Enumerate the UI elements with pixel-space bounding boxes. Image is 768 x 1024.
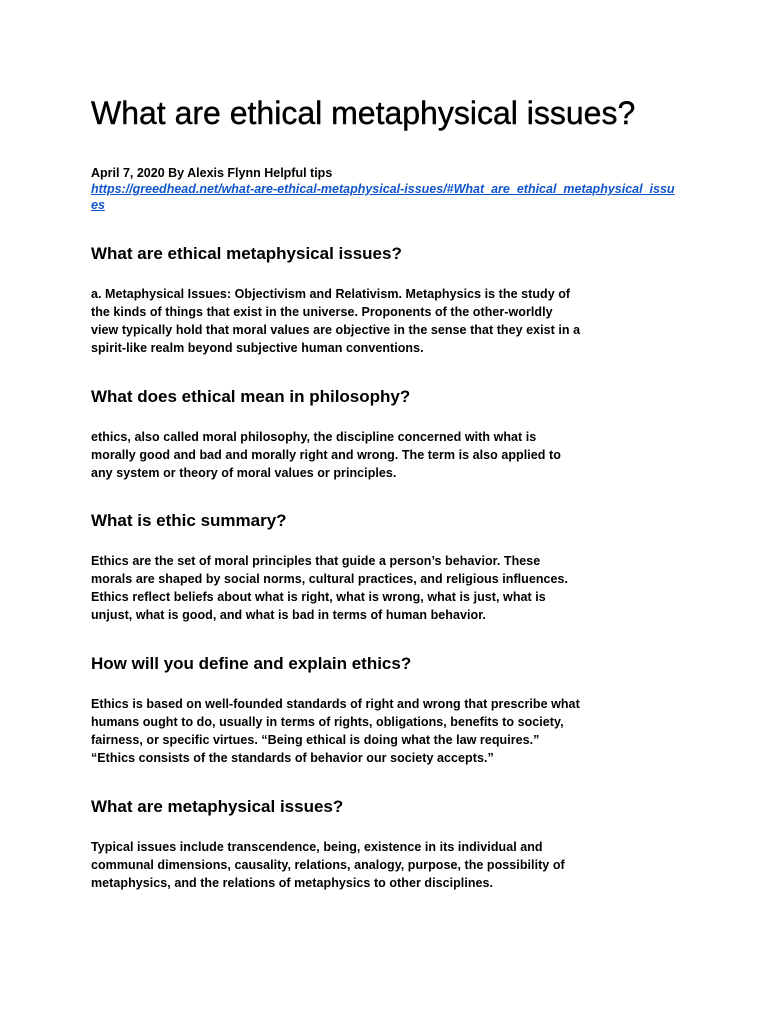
body-line: fairness, or specific virtues. “Being ethical is doing what the law requires.” (91, 733, 540, 747)
body-line: spirit-like realm beyond subjective human conventions. (91, 341, 424, 355)
section-heading: What does ethical mean in philosophy? (91, 387, 411, 406)
section-body (91, 838, 691, 892)
section-heading: What are ethical metaphysical issues? (91, 244, 402, 263)
section-ethic-summary (91, 510, 691, 624)
body-line: ethics, also called moral philosophy, the discipline concerned with what is (91, 430, 537, 444)
body-line: Ethics are the set of moral principles that guide a person’s behavior. These (91, 554, 541, 568)
body-line: “Ethics consists of the standards of behavior our society accepts.” (91, 751, 494, 765)
section-body (91, 428, 691, 482)
section-ethical-in-philosophy (91, 386, 691, 482)
body-line: the kinds of things that exist in the universe. Proponents of the other-worldly (91, 305, 553, 319)
section-body (91, 285, 691, 357)
body-line: humans ought to do, usually in terms of rights, obligations, benefits to society, (91, 715, 564, 729)
section-heading: What are metaphysical issues? (91, 797, 344, 816)
body-line: metaphysics, and the relations of metaphysics to other disciplines. (91, 876, 494, 890)
section-body (91, 695, 691, 767)
section-ethical-metaphysical-issues (91, 243, 691, 357)
section-heading: What is ethic summary? (91, 511, 287, 530)
body-line: any system or theory of moral values or principles. (91, 466, 397, 480)
body-line: Typical issues include transcendence, being, existence in its individual and (91, 840, 543, 854)
body-line: Ethics is based on well-founded standards of right and wrong that prescribe what (91, 697, 580, 711)
body-line: a. Metaphysical Issues: Objectivism and Relativism. Metaphysics is the study of (91, 287, 571, 301)
body-line: view typically hold that moral values are objective in the sense that they exist in a (91, 323, 581, 337)
document-title: What are ethical metaphysical issues? (91, 95, 636, 131)
source-link[interactable]: https://greedhead.net/what-are-ethical-metaphysical-issues/#What_are_ethical_metaphysical_issues (91, 182, 675, 212)
body-line: communal dimensions, causality, relations, analogy, purpose, the possibility of (91, 858, 565, 872)
section-body (91, 552, 691, 624)
body-line: Ethics reflect beliefs about what is right, what is wrong, what is just, what is (91, 590, 546, 604)
document-meta (91, 165, 691, 213)
section-define-ethics (91, 653, 691, 767)
byline: April 7, 2020 By Alexis Flynn Helpful tips (91, 166, 333, 180)
body-line: unjust, what is good, and what is bad in terms of human behavior. (91, 608, 486, 622)
section-heading: How will you define and explain ethics? (91, 654, 412, 673)
body-line: morals are shaped by social norms, cultural practices, and religious influences. (91, 572, 569, 586)
section-metaphysical-issues (91, 796, 691, 892)
body-line: morally good and bad and morally right and wrong. The term is also applied to (91, 448, 561, 462)
